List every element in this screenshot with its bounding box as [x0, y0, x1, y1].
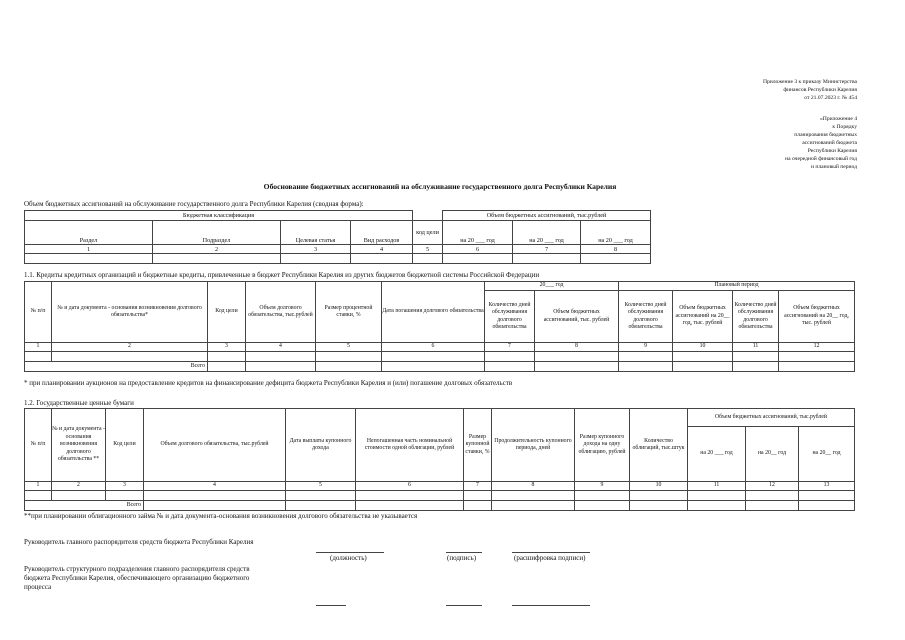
col-num: № п/п	[25, 282, 52, 343]
col-number: 7	[485, 343, 535, 352]
col-nominal: Непогашенная часть номинальной стоимости одной облигации, рублей	[356, 409, 464, 482]
col-number: 9	[619, 343, 673, 352]
unit-head-line: Руководитель структурного подразделения главного распорядителя средств	[24, 565, 250, 573]
col-volume: Объем долгового обязательства, тыс.рублей	[144, 409, 286, 482]
col-number: 1	[25, 482, 52, 491]
decoding-line	[512, 552, 590, 553]
appendix-note-line: планирования бюджетных	[794, 132, 857, 138]
order-note-line: Приложение 3 к приказу Министерства	[762, 79, 857, 85]
order-note-line: от 21.07.2023 г. № 454	[804, 95, 857, 101]
appendix-note-line: на очередной финансовый год	[785, 156, 857, 162]
col-goal: Код цели	[208, 282, 246, 343]
decoding-caption: (расшифровка подписи)	[514, 554, 586, 562]
col-days3: Количество дней обслуживания долгового обязательства	[733, 291, 779, 343]
document-title: Обоснование бюджетных ассигнований на обслуживание государственного долга Республики Карелия	[263, 182, 617, 191]
col-number: 4	[351, 245, 413, 254]
budget-class-header: Бюджетная классификация	[25, 211, 413, 221]
col-year3: на 20 ___ год	[581, 221, 651, 245]
col-num: № п/п	[25, 409, 52, 482]
col-period: Продолжительность купонного периода, дней	[492, 409, 575, 482]
decoding-line-2	[512, 605, 590, 606]
col-number: 2	[153, 245, 281, 254]
col-days: Количество дней обслуживания долгового обязательства	[485, 291, 535, 343]
appendix-note-line: и плановый период	[811, 164, 857, 170]
volume-header: Объем бюджетных ассигнований, тыс.рублей	[443, 211, 651, 221]
unit-head-label	[24, 565, 324, 592]
col-number: 5	[316, 343, 382, 352]
col-expense-type: Вид расходов	[351, 221, 413, 245]
total-row	[25, 362, 855, 372]
col-number: 13	[799, 482, 855, 491]
col-number: 8	[581, 245, 651, 254]
col-number: 6	[356, 482, 464, 491]
col-number: 6	[443, 245, 513, 254]
col-number: 7	[513, 245, 581, 254]
col-year2: на 20 ___ год	[513, 221, 581, 245]
col-number: 1	[25, 245, 153, 254]
col-number: 12	[746, 482, 799, 491]
summary-table	[24, 210, 651, 264]
signature-line-2	[446, 605, 482, 606]
table-row	[25, 491, 855, 501]
position-line	[316, 552, 384, 553]
col-doc: № и дата документа - основания возникновения долгового обязательства*	[52, 282, 208, 343]
total-row	[25, 501, 855, 511]
col-volume: Объем долгового обязательства, тыс.рублей	[246, 282, 316, 343]
col-number: 11	[688, 482, 746, 491]
col-number: 12	[779, 343, 855, 352]
appendix-note-line: «Приложение 4	[819, 116, 857, 122]
credits-table	[24, 281, 855, 372]
col-number: 3	[281, 245, 351, 254]
col-goal: Код цели	[106, 409, 144, 482]
order-note	[657, 78, 857, 102]
col-year1: на 20 ___ год	[688, 427, 746, 482]
volume-header: Объем бюджетных ассигнований, тыс.рублей	[688, 409, 855, 427]
section1-caption: 1.1. Кредиты кредитных организаций и бюджетные кредиты, привлеченные в бюджет Республики Карелия из других бюджетов бюджетной системы Российской Федерации	[24, 271, 540, 279]
signature-caption: (подпись)	[447, 554, 477, 562]
year-header: 20___ год	[485, 282, 619, 291]
unit-head-line: процесса	[24, 583, 52, 591]
col-year3: на 20__ год	[799, 427, 855, 482]
appendix-note	[657, 115, 857, 171]
col-coupon-rate: Размер купонной ставки, %	[464, 409, 492, 482]
total-label: Всего	[25, 362, 208, 372]
table-row	[25, 352, 855, 362]
col-number: 8	[492, 482, 575, 491]
col-number: 8	[535, 343, 619, 352]
order-note-line: финансов Республики Карелия	[783, 87, 857, 93]
col-assign: Объем бюджетных ассигнований, тыс. рублей	[535, 291, 619, 343]
col-section: Раздел	[25, 221, 153, 245]
col-goal-code: код цели	[413, 221, 443, 245]
col-number: 1	[25, 343, 52, 352]
col-number: 3	[208, 343, 246, 352]
col-assign2: Объем бюджетных ассигнований на 20__ год, тыс. рублей	[673, 291, 733, 343]
col-number: 9	[575, 482, 630, 491]
col-subsection: Подраздел	[153, 221, 281, 245]
head-label: Руководитель главного распорядителя средств бюджета Республики Карелия	[24, 538, 254, 546]
plan-header: Плановый период	[619, 282, 855, 291]
securities-table	[24, 408, 855, 511]
appendix-note-line: Республики Карелия	[807, 148, 857, 154]
col-number: 5	[286, 482, 356, 491]
col-income: Размер купонного дохода на одну облигацию, рублей	[575, 409, 630, 482]
col-doc: № и дата документа - основания возникновения долгового обязательства **	[52, 409, 106, 482]
col-year2: на 20__ год	[746, 427, 799, 482]
col-repay-date: Дата погашения долгового обязательства	[382, 282, 485, 343]
col-number: 4	[246, 343, 316, 352]
col-coupon-date: Дата выплаты купонного дохода	[286, 409, 356, 482]
col-assign3: Объем бюджетных ассигнований на 20__ год, тыс. рублей	[779, 291, 855, 343]
total-label: Всего	[25, 501, 144, 511]
col-quantity: Количество облигаций, тыс.штук	[630, 409, 688, 482]
appendix-note-line: к Порядку	[832, 124, 857, 130]
section1-footnote: * при планировании аукционов на предоставление кредитов на финансирование дефицита бюджета Республики Карелия и (или) погашение долговых обязательств	[24, 379, 513, 387]
appendix-note-line: ассигнований бюджета	[802, 140, 857, 146]
col-target-item: Целевая статья	[281, 221, 351, 245]
unit-head-line: бюджета Республики Карелия, обеспечивающего организацию бюджетного	[24, 574, 250, 582]
table-row	[25, 254, 651, 264]
position-line-2	[316, 605, 346, 606]
col-number: 2	[52, 343, 208, 352]
col-number: 4	[144, 482, 286, 491]
signature-line	[446, 552, 482, 553]
col-number: 2	[52, 482, 106, 491]
col-number: 6	[382, 343, 485, 352]
col-number: 10	[630, 482, 688, 491]
col-rate: Размер процентной ставки, %	[316, 282, 382, 343]
col-number: 11	[733, 343, 779, 352]
section0-caption: Объем бюджетных ассигнований на обслуживание государственного долга Республики Карелия (сводная форма):	[24, 200, 364, 208]
position-caption: (должность)	[330, 554, 367, 562]
col-number: 3	[106, 482, 144, 491]
col-days2: Количество дней обслуживания долгового обязательства	[619, 291, 673, 343]
col-year1: на 20 ___ год	[443, 221, 513, 245]
section2-footnote: **при планировании облигационного займа № и дата документа-основания возникновения долгового обязательства не указывается	[24, 512, 418, 520]
col-number: 10	[673, 343, 733, 352]
section2-caption: 1.2. Государственные ценные бумаги	[24, 399, 134, 407]
col-number: 5	[413, 245, 443, 254]
col-number: 7	[464, 482, 492, 491]
